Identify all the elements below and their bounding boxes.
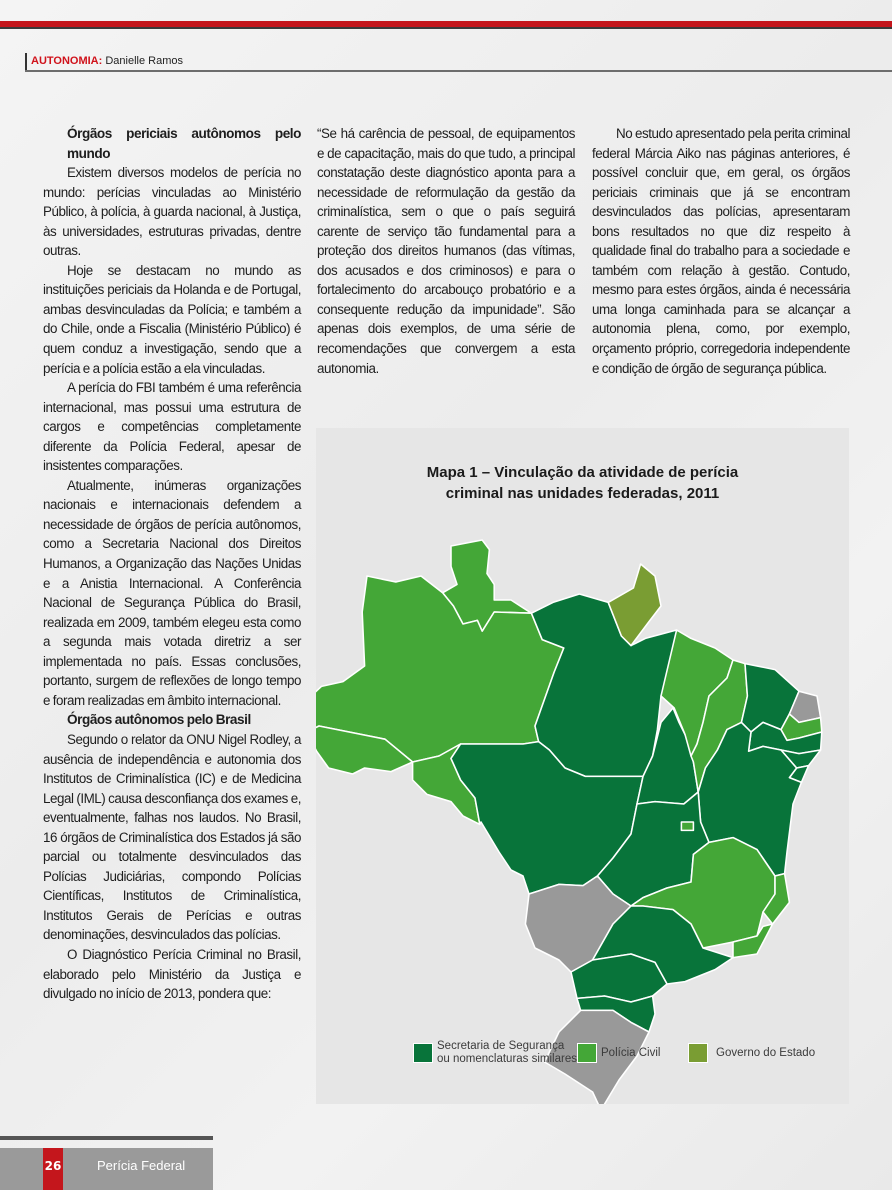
paragraph: Atualmente, inúmeras organizações nacionais e internacionais defendem a necessidade de órgãos de perícia autônomos, como a Secretaria Nacional dos Direitos Humanos, a Organização das Nações Unidas e a Anistia Internacional. A Conferência Nacional de Segurança Pública do Brasil, realizada em 2009, também elegeu esta como a segunda mais votada diretriz a ser implementada no país. Essas conclusões, portanto, surgem de reflexões de longo tempo e foram realizadas em âmbito internacional. [43,477,301,708]
running-head-text [31,55,183,67]
heading-brasil: Órgãos autônomos pelo Brasil [67,712,251,728]
legend-swatch-secretaria [413,1043,433,1063]
top-accent-shadow [0,27,892,29]
legend-label-line-2: ou nomenclaturas similares [437,1053,577,1065]
map-title-line-1: Mapa 1 – Vinculação da atividade de perícia [426,464,739,481]
brazil-map [316,428,849,1104]
column-1 [43,124,301,1004]
paragraph: A perícia do FBI também é uma referência internacional, mas possui uma estrutura de cargos e competências completamente diferente da Polícia Federal, apesar de insistentes comparações. [43,380,301,474]
page-number: 26 [43,1148,63,1190]
legend-item-governo [688,1040,828,1070]
paragraph: O Diagnóstico Perícia Criminal no Brasil, elaborado pelo Ministério da Justiça e divulgado no início de 2013, pondera que: [43,946,301,1002]
legend-label-secretaria [437,1040,577,1066]
map-panel [316,428,849,1104]
legend-item-secretaria [413,1040,583,1070]
column-2 [317,124,575,378]
legend-swatch-governo [688,1043,708,1063]
running-head-rule [25,70,892,72]
paragraph: Existem diversos modelos de perícia no mundo: perícias vinculadas ao Ministério Público, à polícia, à guarda nacional, à Justiça, às universidades, estruturas privadas, dentre outras. [43,165,301,259]
author-name: Danielle Ramos [105,55,184,67]
paragraph: No estudo apresentado pela perita criminal federal Márcia Aiko nas páginas anteriores, é possível concluir que, em geral, os órgãos periciais criminais que já se encontram desvinculados das polícias, apresentaram bons resultados no que diz respeito à qualidade final do trabalho para a sociedade e também com relação à gestão. Contudo, mesmo para estes órgãos, ainda é necessária uma longa caminhada para se alcançar a autonomia plena, como, por exemplo, orçamento próprio, corregedoria independente e condição de órgão de segurança pública. [592,126,850,376]
legend-label-governo: Governo do Estado [716,1047,816,1059]
footer-rule [0,1136,213,1140]
quote-paragraph: “Se há carência de pessoal, de equipamentos e de capacitação, mais do que tudo, a principal constatação deste diagnóstico aponta para a necessidade de reformulação da gestão da criminalística, sem o que o país seguirá carente de serviço tão fundamental para a proteção dos direitos humanos (das vítimas, dos acusados e dos criminosos) e para o fortalecimento do arcabouço probatório e a consequente redução da impunidade”. São apenas dois exemplos, de uma série de recomendações que convergem a esta autonomia. [317,126,575,376]
publication-name: Perícia Federal [97,1158,186,1173]
running-head [25,53,892,71]
heading-world: Órgãos periciais autônomos pelo mundo [67,126,301,161]
legend-label-line-1: Secretaria de Segurança [437,1040,565,1052]
state-distrito-federal [681,822,693,830]
paragraph: Hoje se destacam no mundo as instituições periciais da Holanda e de Portugal, ambas desvinculadas da Polícia; e também a do Chile, onde a Fiscalia (Ministério Público) é quem conduz a investigação, sendo que a perícia e a polícia estão a ela vinculadas. [43,262,301,376]
legend-item-policia-civil [577,1040,677,1070]
section-label: AUTONOMIA: [31,55,103,67]
paragraph: Segundo o relator da ONU Nigel Rodley, a ausência de independência e autonomia dos Institutos de Criminalística (IC) e de Medicina Legal (IML) causa desconfiança dos exames e, eventualmente, falhas nos laudos. No Brasil, 16 órgãos de Criminalística dos Estados já são parcial ou totalmente desvinculados das Polícias Judiciárias, compondo Polícias Científicas, Institutos de Criminalística, Institutos Gerais de Perícias e outras denominações, desvinculados das polícias. [43,731,301,943]
column-3 [592,124,850,378]
map-title-line-2: criminal nas unidades federadas, 2011 [445,485,720,502]
legend-label-policia-civil: Polícia Civil [601,1047,661,1059]
legend-swatch-policia-civil [577,1043,597,1063]
